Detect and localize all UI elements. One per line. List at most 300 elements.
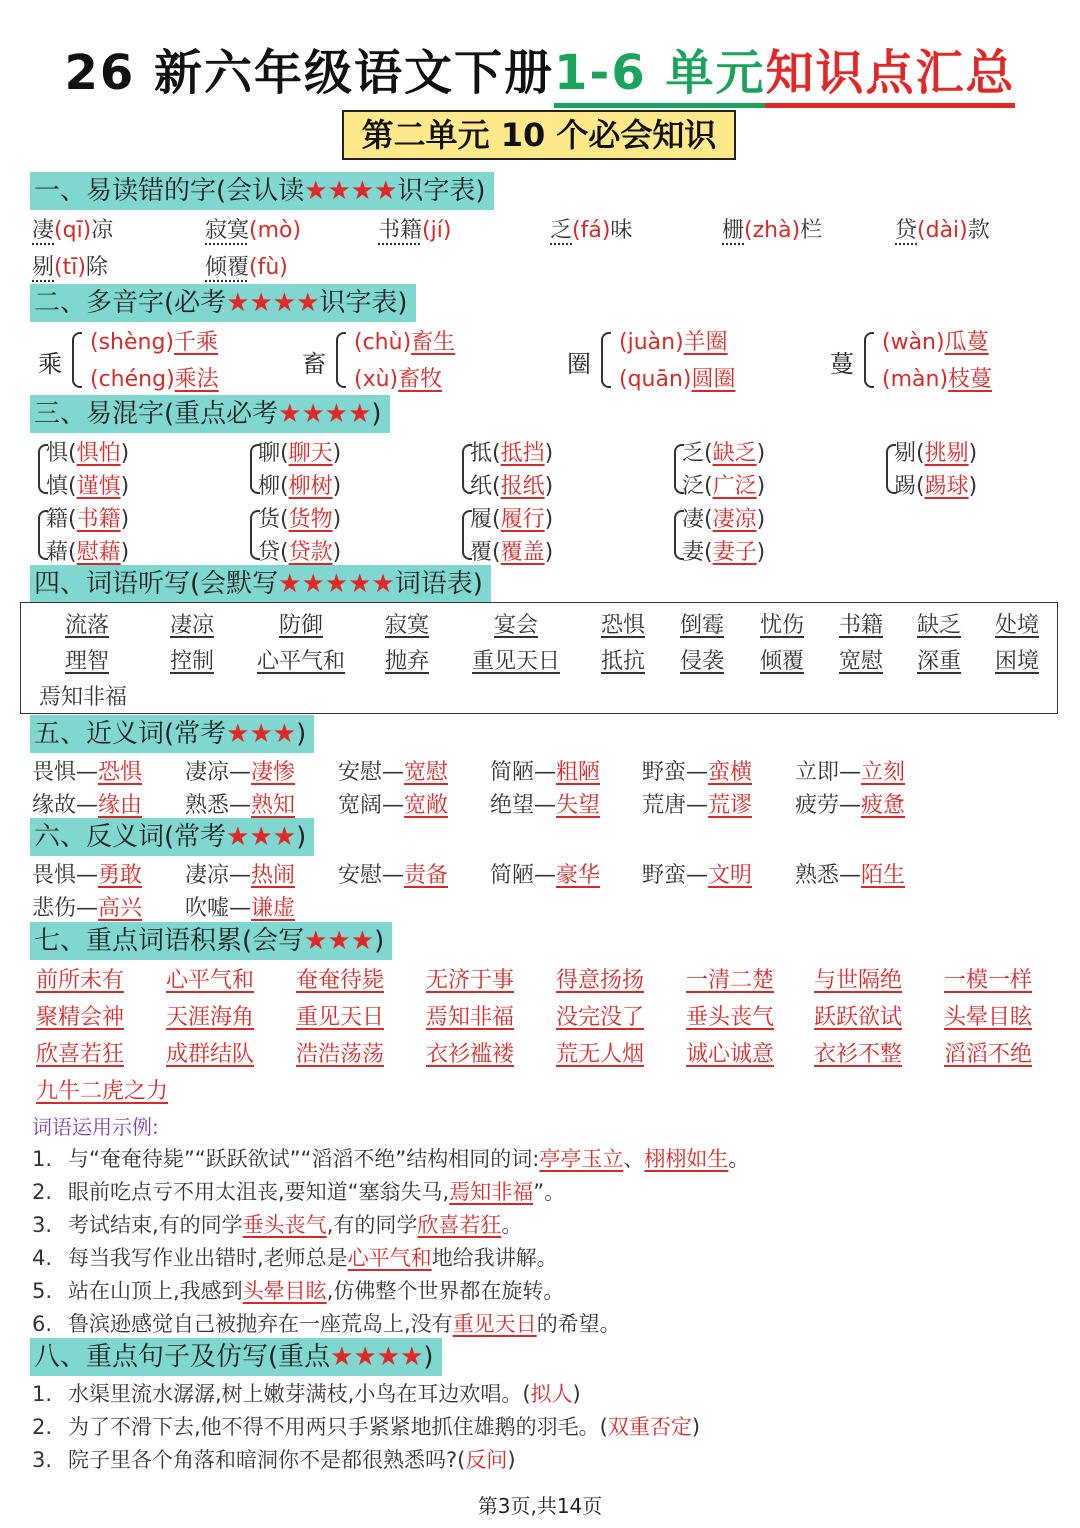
section-7-title: 七、重点词语积累(会写 <box>34 926 305 956</box>
section-6-heading <box>30 818 314 856</box>
highlight-word: 欣喜若狂 <box>417 1213 502 1237</box>
dash: — <box>229 896 252 921</box>
sentence-line <box>32 1444 516 1474</box>
section-5-tail: ) <box>296 719 307 749</box>
paren: ) <box>544 507 554 532</box>
vocab-word: 成群结队 <box>166 1042 255 1067</box>
text: 地给我讲解。 <box>431 1246 558 1270</box>
dictation-word: 焉知非福 <box>39 685 128 710</box>
dash: — <box>686 793 709 818</box>
pronunciation-item <box>722 213 822 244</box>
paren: ( <box>68 540 77 565</box>
dictation-word: 控制 <box>170 649 215 674</box>
paren: ( <box>68 441 77 466</box>
word-a: 宽阔 <box>338 793 383 818</box>
word-pair <box>490 755 600 786</box>
pinyin: (fá) <box>572 218 611 243</box>
word: 贷 <box>895 218 918 243</box>
word: 凄 <box>32 218 55 243</box>
dictation-word: 凄凉 <box>170 613 215 638</box>
pinyin: (chù) <box>354 330 412 355</box>
confusable-char: 贷 <box>258 540 281 565</box>
vocab-word: 天涯海角 <box>166 1005 255 1030</box>
dash: — <box>686 863 709 888</box>
reading-row <box>354 362 442 393</box>
dictation-word: 理智 <box>65 649 110 674</box>
vocab-word: 与世隔绝 <box>814 968 903 993</box>
confusable-row <box>470 502 553 533</box>
word-a: 熟悉 <box>795 863 840 888</box>
paren: ( <box>280 540 289 565</box>
reading-row <box>619 362 736 393</box>
word-b: 蛮横 <box>708 760 753 785</box>
dash: — <box>229 793 252 818</box>
confusable-word: 贷款 <box>288 540 333 565</box>
highlight-word: 心平气和 <box>347 1246 432 1270</box>
sentence-text: 为了不滑下去,他不得不用两只手紧紧地抓住雄鹅的羽毛。( <box>68 1415 608 1439</box>
sentence-text: 水渠里流水潺潺,树上嫩芽满枝,小鸟在耳边欢唱。( <box>68 1382 531 1406</box>
word-pair <box>490 788 600 819</box>
polyphone-char: 蔓 <box>830 350 854 378</box>
confusable-word: 聊天 <box>288 441 333 466</box>
dictation-word: 防御 <box>279 613 324 638</box>
reading-row <box>90 325 218 356</box>
confusable-row <box>258 436 341 467</box>
confusable-word: 惧怕 <box>76 441 121 466</box>
paren: ) <box>968 441 978 466</box>
confusable-word: 挑剔 <box>924 441 969 466</box>
paren: ( <box>704 441 713 466</box>
dash: — <box>229 863 252 888</box>
word-pair <box>338 755 448 786</box>
line-number: 3. <box>32 1213 53 1237</box>
dictation-box <box>20 602 1058 714</box>
vocab-word: 一清二楚 <box>686 968 775 993</box>
word-suffix: 凉 <box>91 218 114 243</box>
rhetoric-tag: 拟人 <box>530 1382 573 1406</box>
word-b: 高兴 <box>98 896 143 921</box>
line-number: 2. <box>32 1415 53 1439</box>
title-part1: 26 新六年级语文下册 <box>64 45 555 101</box>
vocab-word: 没完没了 <box>556 1005 645 1030</box>
word-b: 缘由 <box>98 793 143 818</box>
dictation-word: 心平气和 <box>257 649 346 674</box>
brace-icon <box>72 332 82 388</box>
vocab-word: 得意扬扬 <box>556 968 645 993</box>
confusable-row <box>470 436 553 467</box>
word-a: 野蛮 <box>642 760 687 785</box>
word-a: 立即 <box>795 760 840 785</box>
word-a: 绝望 <box>490 793 535 818</box>
paren: ( <box>492 441 501 466</box>
brace-icon <box>864 332 874 388</box>
section-5-heading <box>30 715 314 753</box>
text: 每当我写作业出错时,老师总是 <box>68 1246 348 1270</box>
word-pair <box>32 858 142 889</box>
word-b: 宽敞 <box>404 793 449 818</box>
pinyin: (jí) <box>422 218 452 243</box>
word-pair <box>642 788 752 819</box>
confusable-char: 货 <box>258 507 281 532</box>
word: 乏 <box>550 218 573 243</box>
dash: — <box>382 760 405 785</box>
text: 鲁滨逊感觉自己被抛弃在一座荒岛上,没有 <box>68 1312 453 1336</box>
example-word: 畜牧 <box>398 367 443 392</box>
star-icon: ★★★ <box>226 822 297 852</box>
pinyin: (quān) <box>619 367 692 392</box>
paren: ( <box>704 507 713 532</box>
word-a: 荒唐 <box>642 793 687 818</box>
pinyin: (juàn) <box>619 330 684 355</box>
confusable-row <box>682 469 765 500</box>
star-icon: ★★★ <box>226 719 297 749</box>
reading-row <box>90 362 219 393</box>
word-b: 熟知 <box>251 793 296 818</box>
dash: — <box>534 863 557 888</box>
word-pair <box>185 788 295 819</box>
confusable-row <box>258 469 341 500</box>
pronunciation-item <box>205 213 301 244</box>
title-part2: 1-6 单元 <box>554 34 765 108</box>
brace-icon <box>601 332 611 388</box>
star-icon: ★★★★★ <box>278 569 395 599</box>
paren: ) <box>544 540 554 565</box>
text: 、 <box>623 1147 645 1171</box>
word-suffix: 味 <box>610 218 633 243</box>
dictation-word: 抛弃 <box>385 649 430 674</box>
pinyin: (xù) <box>354 367 399 392</box>
confusable-row <box>682 436 765 467</box>
section-2-heading <box>30 284 416 322</box>
line-number: 4. <box>32 1246 53 1270</box>
example-word: 圆圈 <box>691 367 736 392</box>
pinyin: (shèng) <box>90 330 175 355</box>
confusable-word: 书籍 <box>76 507 121 532</box>
vocab-word: 一模一样 <box>944 968 1033 993</box>
star-icon: ★★★★ <box>278 399 372 429</box>
word-b: 立刻 <box>861 760 906 785</box>
confusable-char: 乏 <box>682 441 705 466</box>
dash: — <box>534 760 557 785</box>
line-number: 1. <box>32 1147 53 1171</box>
paren: ) <box>544 441 554 466</box>
word-a: 吹嘘 <box>185 896 230 921</box>
rhetoric-tag: 双重否定 <box>607 1415 692 1439</box>
section-1-tail: 识字表) <box>397 176 486 206</box>
confusable-word: 柳树 <box>288 474 333 499</box>
confusable-word: 凄凉 <box>712 507 757 532</box>
example-line <box>32 1176 565 1206</box>
section-4-tail: 词语表) <box>394 569 483 599</box>
confusable-char: 抵 <box>470 441 493 466</box>
section-8-title: 八、重点句子及仿写(重点 <box>34 1342 331 1372</box>
pinyin: (fù) <box>249 255 288 280</box>
dictation-word: 侵袭 <box>680 649 725 674</box>
confusable-row <box>894 436 977 467</box>
paren: ) <box>332 507 342 532</box>
vocab-word: 无济于事 <box>426 968 515 993</box>
example-word: 畜生 <box>411 330 456 355</box>
confusable-row <box>46 535 129 566</box>
paren: ( <box>704 540 713 565</box>
example-word: 瓜蔓 <box>944 330 989 355</box>
pinyin: (màn) <box>882 367 949 392</box>
dash: — <box>534 793 557 818</box>
confusable-char: 剔 <box>894 441 917 466</box>
dictation-word: 倾覆 <box>760 649 805 674</box>
word: 书籍 <box>378 218 423 243</box>
word-a: 悲伤 <box>32 896 77 921</box>
word-pair <box>642 858 752 889</box>
word-pair <box>338 788 448 819</box>
paren: ( <box>492 474 501 499</box>
vocab-word: 垂头丧气 <box>686 1005 775 1030</box>
sentence-text: 院子里各个角落和暗洞你不是都很熟悉吗?( <box>68 1448 466 1472</box>
dash: — <box>382 863 405 888</box>
dictation-word: 宽慰 <box>839 649 884 674</box>
paren: ) <box>332 540 342 565</box>
title-part3: 知识点汇总 <box>765 34 1015 108</box>
polyphone-char: 乘 <box>38 350 62 378</box>
section-1-title: 一、易读错的字(会认读 <box>34 176 305 206</box>
section-4-title: 四、词语听写(会默写 <box>34 569 279 599</box>
section-3-title: 三、易混字(重点必考 <box>34 399 279 429</box>
vocab-word: 衣衫褴褛 <box>426 1042 515 1067</box>
dictation-word: 困境 <box>995 649 1040 674</box>
text: 与“奄奄待毙”“跃跃欲试”“滔滔不绝”结构相同的词: <box>68 1147 540 1171</box>
word-a: 疲劳 <box>795 793 840 818</box>
pronunciation-item <box>378 213 451 244</box>
confusable-row <box>470 535 553 566</box>
confusable-word: 覆盖 <box>500 540 545 565</box>
confusable-word: 货物 <box>288 507 333 532</box>
text: ,仿佛整个世界都在旋转。 <box>326 1279 565 1303</box>
highlight-word: 垂头丧气 <box>242 1213 327 1237</box>
word-b: 陌生 <box>861 863 906 888</box>
reading-row <box>619 325 728 356</box>
paren: ( <box>704 474 713 499</box>
highlight-word: 头晕目眩 <box>242 1279 327 1303</box>
word-a: 凄凉 <box>185 863 230 888</box>
confusable-row <box>682 535 765 566</box>
dash: — <box>839 793 862 818</box>
pinyin: (wàn) <box>882 330 945 355</box>
section-4-heading <box>30 565 491 603</box>
page-footer: 第3页,共14页 <box>477 1494 603 1518</box>
word: 寂寞 <box>205 218 250 243</box>
paren: ) <box>332 474 342 499</box>
word: 倾覆 <box>205 255 250 280</box>
paren: ( <box>492 540 501 565</box>
pinyin: (mò) <box>249 218 302 243</box>
section-6-tail: ) <box>296 822 307 852</box>
confusable-word: 报纸 <box>500 474 545 499</box>
example-label: 词语运用示例: <box>32 1115 159 1139</box>
confusable-char: 妻 <box>682 540 705 565</box>
paren: ( <box>916 441 925 466</box>
paren: ) <box>572 1382 581 1406</box>
dash: — <box>382 793 405 818</box>
word-suffix: 款 <box>967 218 990 243</box>
paren: ( <box>280 507 289 532</box>
confusable-word: 缺乏 <box>712 441 757 466</box>
section-2-tail: 识字表) <box>319 288 408 318</box>
pronunciation-item <box>32 250 108 281</box>
word-b: 疲惫 <box>861 793 906 818</box>
dash: — <box>76 896 99 921</box>
confusable-row <box>682 502 765 533</box>
pronunciation-item <box>205 250 288 281</box>
confusable-char: 覆 <box>470 540 493 565</box>
word-pair <box>338 858 448 889</box>
confusable-row <box>46 502 129 533</box>
polyphone-char: 畜 <box>302 350 326 378</box>
pinyin: (dài) <box>917 218 968 243</box>
vocab-word: 荒无人烟 <box>556 1042 645 1067</box>
word: 栅 <box>722 218 745 243</box>
confusable-char: 纸 <box>470 474 493 499</box>
paren: ) <box>544 474 554 499</box>
line-number: 6. <box>32 1312 53 1336</box>
line-number: 2. <box>32 1180 53 1204</box>
highlight-word: 焉知非福 <box>449 1180 534 1204</box>
confusable-word: 谨慎 <box>76 474 121 499</box>
vocab-word: 诚心诚意 <box>686 1042 775 1067</box>
dash: — <box>76 863 99 888</box>
paren: ( <box>916 474 925 499</box>
star-icon: ★★★★ <box>330 1342 424 1372</box>
paren: ) <box>120 540 130 565</box>
example-word: 枝蔓 <box>948 367 993 392</box>
word-b: 责备 <box>404 863 449 888</box>
star-icon: ★★★ <box>304 926 375 956</box>
dictation-word: 处境 <box>995 613 1040 638</box>
section-8-tail: ) <box>423 1342 434 1372</box>
star-icon: ★★★★ <box>304 176 398 206</box>
paren: ( <box>68 474 77 499</box>
paren: ) <box>120 441 130 466</box>
pinyin: (qī) <box>54 218 92 243</box>
text: ,有的同学 <box>326 1213 418 1237</box>
example-word: 乘法 <box>174 367 219 392</box>
reading-row <box>882 362 992 393</box>
dash: — <box>76 793 99 818</box>
confusable-word: 妻子 <box>712 540 757 565</box>
example-line <box>32 1143 749 1173</box>
dictation-word: 流落 <box>65 613 110 638</box>
pronunciation-item <box>895 213 990 244</box>
vocab-word: 衣衫不整 <box>814 1042 903 1067</box>
word-suffix: 除 <box>85 255 108 280</box>
pinyin: (tī) <box>54 255 86 280</box>
confusable-word: 抵挡 <box>500 441 545 466</box>
section-7-tail: ) <box>374 926 385 956</box>
paren: ) <box>332 441 342 466</box>
polyphone-char: 圈 <box>567 350 591 378</box>
word-pair <box>32 788 142 819</box>
star-icon: ★★★★ <box>226 288 320 318</box>
paren: ) <box>756 540 766 565</box>
confusable-row <box>258 502 341 533</box>
word-a: 畏惧 <box>32 760 77 785</box>
confusable-char: 柳 <box>258 474 281 499</box>
example-word: 羊圈 <box>683 330 728 355</box>
word-a: 安慰 <box>338 863 383 888</box>
paren: ) <box>756 474 766 499</box>
example-line <box>32 1308 621 1338</box>
dictation-word: 恐惧 <box>601 613 646 638</box>
example-line <box>32 1242 558 1272</box>
paren: ) <box>968 474 978 499</box>
confusable-char: 履 <box>470 507 493 532</box>
word-pair <box>642 755 752 786</box>
word-b: 粗陋 <box>556 760 601 785</box>
highlight-word: 栩栩如生 <box>644 1147 729 1171</box>
text: 。 <box>728 1147 750 1171</box>
word-pair <box>32 891 142 922</box>
paren: ) <box>691 1415 701 1439</box>
word-pair <box>185 858 295 889</box>
vocab-word: 焉知非福 <box>426 1005 515 1030</box>
word-b: 豪华 <box>556 863 601 888</box>
word-pair <box>795 858 905 889</box>
word-b: 失望 <box>556 793 601 818</box>
confusable-row <box>258 535 341 566</box>
dictation-word: 书籍 <box>839 613 884 638</box>
page-title <box>0 34 1080 108</box>
word-pair <box>795 788 905 819</box>
word-pair <box>185 891 295 922</box>
dictation-word: 倒霉 <box>680 613 725 638</box>
line-number: 3. <box>32 1448 53 1472</box>
pinyin: (zhà) <box>744 218 801 243</box>
paren: ) <box>507 1448 516 1472</box>
confusable-char: 凄 <box>682 507 705 532</box>
confusable-char: 藉 <box>46 540 69 565</box>
pronunciation-item <box>32 213 113 244</box>
word-b: 热闹 <box>251 863 296 888</box>
word-a: 畏惧 <box>32 863 77 888</box>
pinyin: (chéng) <box>90 367 175 392</box>
confusable-char: 踢 <box>894 474 917 499</box>
section-2-title: 二、多音字(必考 <box>34 288 227 318</box>
vocab-word: 重见天日 <box>296 1005 385 1030</box>
dictation-word: 缺乏 <box>917 613 962 638</box>
highlight-word: 亭亭玉立 <box>539 1147 624 1171</box>
dictation-word: 深重 <box>917 649 962 674</box>
rhetoric-tag: 反问 <box>465 1448 508 1472</box>
confusable-word: 慰藉 <box>76 540 121 565</box>
word-a: 缘故 <box>32 793 77 818</box>
word-b: 文明 <box>708 863 753 888</box>
dash: — <box>76 760 99 785</box>
word-pair <box>185 755 295 786</box>
vocab-word: 跃跃欲试 <box>814 1005 903 1030</box>
paren: ) <box>756 441 766 466</box>
section-3-tail: ) <box>371 399 382 429</box>
word-b: 勇敢 <box>98 863 143 888</box>
word-a: 安慰 <box>338 760 383 785</box>
confusable-char: 惧 <box>46 441 69 466</box>
word-b: 宽慰 <box>404 760 449 785</box>
vocab-word: 心平气和 <box>166 968 255 993</box>
section-8-heading <box>30 1338 442 1376</box>
example-line <box>32 1275 564 1305</box>
dictation-word: 忧伤 <box>760 613 805 638</box>
section-1-heading <box>30 172 494 210</box>
word-b: 荒谬 <box>708 793 753 818</box>
confusable-char: 籍 <box>46 507 69 532</box>
